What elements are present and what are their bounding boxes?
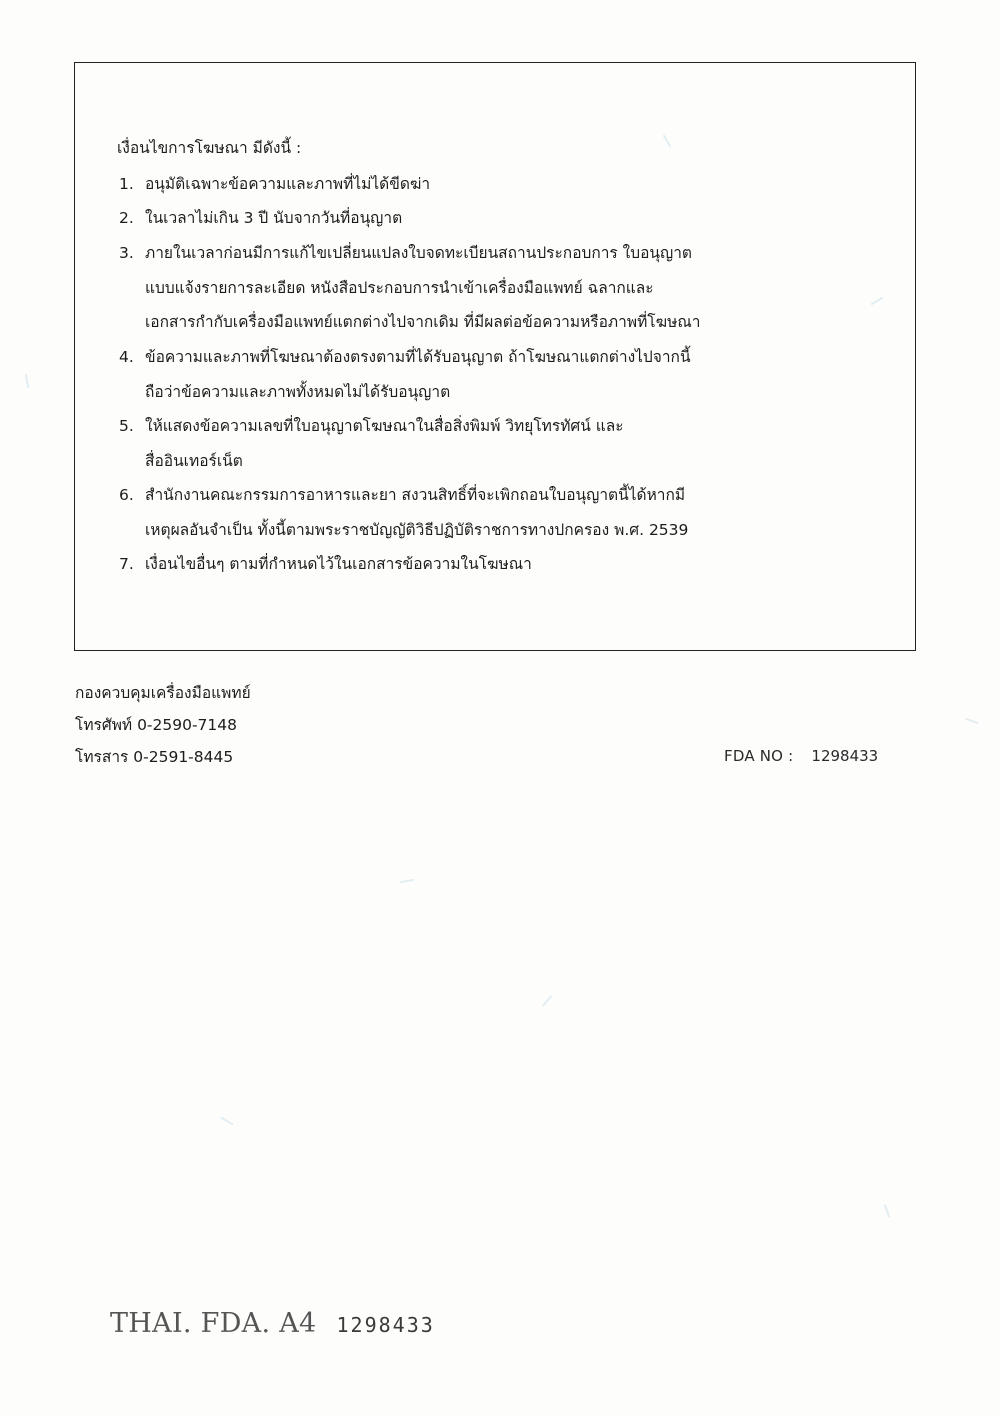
- conditions-heading: เงื่อนไขการโฆษณา มีดังนี้ :: [117, 139, 302, 157]
- condition-line: เหตุผลอันจำเป็น ทั้งนี้ตามพระราชบัญญัติวิธีปฏิบัติราชการทางปกครอง พ.ศ. 2539: [145, 520, 689, 539]
- condition-line: ภายในเวลาก่อนมีการแก้ไขเปลี่ยนแปลงใบจดทะเบียนสถานประกอบการ ใบอนุญาต: [145, 244, 692, 262]
- condition-number: 1.: [119, 175, 134, 193]
- condition-text: [145, 201, 899, 236]
- condition-number: 7.: [119, 555, 134, 573]
- conditions-box: [74, 62, 916, 651]
- condition-text: [145, 167, 899, 202]
- paper-fiber: [220, 1117, 233, 1126]
- fda-number-block: [724, 747, 878, 765]
- condition-line: ในเวลาไม่เกิน 3 ปี นับจากวันที่อนุญาต: [145, 209, 403, 227]
- condition-item-5: [119, 409, 899, 478]
- fda-number-value: 1298433: [811, 747, 879, 765]
- fda-stamp: [110, 1308, 435, 1339]
- stamp-number: 1298433: [336, 1313, 435, 1337]
- condition-item-7: [119, 547, 899, 582]
- condition-text: [145, 236, 899, 340]
- paper-fiber: [25, 374, 29, 388]
- condition-line: สื่ออินเทอร์เน็ต: [145, 451, 243, 470]
- condition-text: [145, 340, 899, 409]
- condition-text: [145, 478, 899, 547]
- condition-number: 2.: [119, 209, 134, 227]
- condition-text: [145, 409, 899, 478]
- condition-number: 6.: [119, 486, 134, 504]
- condition-line: อนุมัติเฉพาะข้อความและภาพที่ไม่ได้ขีดฆ่า: [145, 175, 431, 193]
- condition-item-6: [119, 478, 899, 547]
- condition-line: สำนักงานคณะกรรมการอาหารและยา สงวนสิทธิ์ที่จะเพิกถอนใบอนุญาตนี้ได้หากมี: [145, 486, 686, 504]
- condition-line: แบบแจ้งรายการละเอียด หนังสือประกอบการนำเข้าเครื่องมือแพทย์ ฉลากและ: [145, 278, 654, 297]
- paper-fiber: [965, 718, 979, 725]
- condition-item-2: [119, 201, 899, 236]
- phone-number: โทรศัพท์ 0-2590-7148: [75, 716, 238, 734]
- paper-fiber: [400, 879, 414, 883]
- contact-block: [75, 677, 251, 773]
- condition-line: ให้แสดงข้อความเลขที่ใบอนุญาตโฆษณาในสื่อสิ่งพิมพ์ วิทยุโทรทัศน์ และ: [145, 417, 624, 435]
- condition-line: ถือว่าข้อความและภาพทั้งหมดไม่ได้รับอนุญาต: [145, 382, 451, 401]
- condition-line: เงื่อนไขอื่นๆ ตามที่กำหนดไว้ในเอกสารข้อความในโฆษณา: [145, 555, 532, 573]
- condition-line: ข้อความและภาพที่โฆษณาต้องตรงตามที่ได้รับอนุญาต ถ้าโฆษณาแตกต่างไปจากนี้: [145, 348, 691, 366]
- stamp-text: THAI. FDA. A4: [110, 1308, 317, 1339]
- division-name: กองควบคุมเครื่องมือแพทย์: [75, 684, 251, 702]
- condition-item-1: [119, 167, 899, 202]
- condition-text: [145, 547, 899, 582]
- condition-number: 4.: [119, 348, 134, 366]
- fda-number-label: FDA NO :: [724, 747, 794, 765]
- paper-fiber: [884, 1204, 891, 1218]
- paper-fiber: [542, 995, 553, 1007]
- condition-item-4: [119, 340, 899, 409]
- condition-number: 5.: [119, 417, 134, 435]
- condition-number: 3.: [119, 244, 134, 262]
- fax-number: โทรสาร 0-2591-8445: [75, 748, 234, 766]
- condition-line: เอกสารกำกับเครื่องมือแพทย์แตกต่างไปจากเดิม ที่มีผลต่อข้อความหรือภาพที่โฆษณา: [145, 313, 701, 331]
- condition-item-3: [119, 236, 899, 340]
